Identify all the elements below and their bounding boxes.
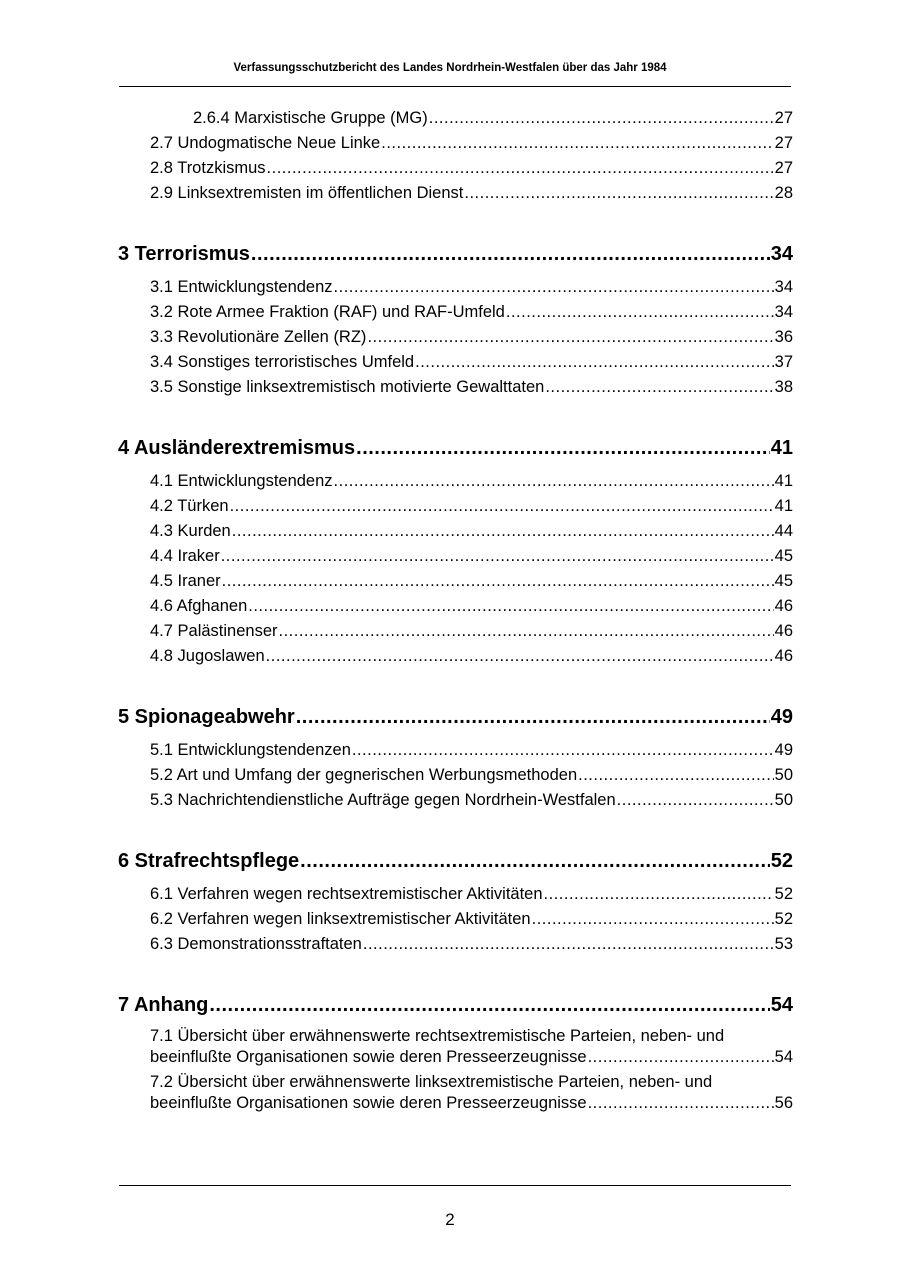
dot-leader (300, 849, 770, 874)
table-of-contents (118, 106, 793, 1118)
dot-leader (334, 469, 774, 494)
toc-entry[interactable] (118, 181, 793, 206)
dot-leader (588, 1093, 774, 1114)
toc-entry[interactable] (118, 882, 793, 907)
page-number: 2 (445, 1210, 455, 1229)
toc-entry-title: 3 Terrorismus (118, 243, 250, 265)
toc-entry[interactable] (118, 738, 793, 763)
toc-entry-title: beeinflußte Organisationen sowie deren Presseerzeugnisse (150, 1048, 587, 1066)
toc-entry-page: 46 (774, 597, 793, 615)
toc-entry[interactable] (118, 907, 793, 932)
toc-chapter-heading[interactable] (118, 436, 793, 461)
toc-entry[interactable] (118, 619, 793, 644)
toc-entry-page: 45 (774, 547, 793, 565)
toc-entry-title: 3.1 Entwicklungstendenz (150, 278, 333, 296)
toc-entry-multiline[interactable] (118, 1072, 793, 1114)
toc-entry-title: 3.4 Sonstiges terroristisches Umfeld (150, 353, 415, 371)
dot-leader (367, 325, 773, 350)
toc-entry[interactable] (118, 519, 793, 544)
toc-entry-page: 49 (770, 706, 793, 728)
toc-entry-page: 36 (774, 328, 793, 346)
toc-entry-page: 28 (774, 184, 793, 202)
dot-leader (251, 242, 770, 267)
dot-leader (545, 375, 773, 400)
toc-entry-title: 5.1 Entwicklungstendenzen (150, 741, 351, 759)
toc-entry-page: 34 (774, 278, 793, 296)
toc-chapter-heading[interactable] (118, 242, 793, 267)
toc-entry-title: 2.7 Undogmatische Neue Linke (150, 134, 381, 152)
header-rule (119, 86, 791, 87)
toc-entry-title: 2.8 Trotzkismus (150, 159, 266, 177)
toc-entry-title: 2.6.4 Marxistische Gruppe (MG) (193, 109, 428, 127)
running-header: Verfassungsschutzbericht des Landes Nordrhein-Westfalen über das Jahr 1984 (233, 62, 667, 74)
dot-leader (363, 932, 774, 957)
toc-entry-page: 53 (774, 935, 793, 953)
toc-entry-page: 52 (774, 885, 793, 903)
dot-leader (279, 619, 774, 644)
dot-leader (296, 705, 770, 730)
toc-entry[interactable] (150, 1072, 793, 1093)
toc-entry-title: 6 Strafrechtspflege (118, 850, 300, 872)
dot-leader (209, 993, 769, 1018)
toc-entry-page: 41 (774, 472, 793, 490)
toc-entry-title: 3.3 Revolutionäre Zellen (RZ) (150, 328, 367, 346)
toc-entry-title: 4.1 Entwicklungstendenz (150, 472, 333, 490)
toc-entry-title: 5.3 Nachrichtendienstliche Aufträge gegen Nordrhein-Westfalen (150, 791, 616, 809)
toc-chapter-heading[interactable] (118, 849, 793, 874)
toc-entry-page: 54 (774, 1048, 793, 1066)
toc-entry[interactable] (118, 350, 793, 375)
toc-entry-page: 45 (774, 572, 793, 590)
dot-leader (429, 106, 774, 131)
toc-entry-page: 50 (774, 791, 793, 809)
toc-entry-title: 5 Spionageabwehr (118, 706, 295, 728)
toc-entry-page: 34 (774, 303, 793, 321)
toc-entry-page: 41 (770, 437, 793, 459)
toc-entry[interactable] (118, 131, 793, 156)
toc-entry-multiline[interactable] (118, 1026, 793, 1068)
toc-entry-page: 49 (774, 741, 793, 759)
toc-entry-title: 6.1 Verfahren wegen rechtsextremistischer Aktivitäten (150, 885, 543, 903)
toc-entry-title: 4 Ausländerextremismus (118, 437, 356, 459)
toc-entry[interactable] (118, 156, 793, 181)
dot-leader (617, 788, 774, 813)
toc-entry-title: 4.2 Türken (150, 497, 229, 515)
toc-entry-page: 27 (774, 159, 793, 177)
toc-entry-page: 38 (774, 378, 793, 396)
dot-leader (230, 494, 774, 519)
dot-leader (352, 738, 774, 763)
toc-entry-page: 46 (774, 622, 793, 640)
toc-entry-title: 5.2 Art und Umfang der gegnerischen Werbungsmethoden (150, 766, 578, 784)
toc-entry[interactable] (118, 569, 793, 594)
toc-entry-title: 7.2 Übersicht über erwähnenswerte linksextremistische Parteien, neben- und (150, 1073, 713, 1091)
toc-entry[interactable] (150, 1026, 793, 1047)
toc-entry-title: 6.2 Verfahren wegen linksextremistischer Aktivitäten (150, 910, 531, 928)
dot-leader (506, 300, 774, 325)
footer-rule (119, 1185, 791, 1186)
toc-entry-title: 4.3 Kurden (150, 522, 231, 540)
toc-entry[interactable] (118, 544, 793, 569)
dot-leader (415, 350, 774, 375)
toc-entry-page: 52 (774, 910, 793, 928)
toc-entry[interactable] (118, 594, 793, 619)
dot-leader (356, 436, 770, 461)
toc-chapter-heading[interactable] (118, 993, 793, 1018)
toc-entry[interactable] (118, 932, 793, 957)
toc-entry-title: 3.5 Sonstige linksextremistisch motivierte Gewalttaten (150, 378, 545, 396)
dot-leader (232, 519, 774, 544)
toc-entry-title: 7 Anhang (118, 994, 209, 1016)
toc-entry-title: 7.1 Übersicht über erwähnenswerte rechtsextremistische Parteien, neben- und (150, 1027, 725, 1045)
toc-entry-title: 6.3 Demonstrationsstraftaten (150, 935, 362, 953)
toc-entry[interactable] (118, 788, 793, 813)
toc-entry-page: 27 (774, 134, 793, 152)
toc-entry[interactable] (118, 763, 793, 788)
toc-chapter-heading[interactable] (118, 705, 793, 730)
dot-leader (334, 275, 774, 300)
toc-entry[interactable] (118, 469, 793, 494)
toc-entry-title: 4.6 Afghanen (150, 597, 248, 615)
toc-entry-title: 4.5 Iraner (150, 572, 221, 590)
toc-entry[interactable] (118, 644, 793, 669)
toc-entry[interactable] (118, 106, 793, 131)
toc-entry[interactable] (118, 275, 793, 300)
dot-leader (532, 907, 774, 932)
dot-leader (221, 544, 774, 569)
toc-entry-page: 46 (774, 647, 793, 665)
toc-entry-page: 27 (774, 109, 793, 127)
toc-entry-page: 44 (774, 522, 793, 540)
toc-entry[interactable] (150, 1047, 793, 1068)
dot-leader (588, 1047, 774, 1068)
dot-leader (544, 882, 774, 907)
toc-entry[interactable] (118, 300, 793, 325)
toc-entry-title: 3.2 Rote Armee Fraktion (RAF) und RAF-Umfeld (150, 303, 505, 321)
toc-entry-page: 50 (774, 766, 793, 784)
toc-entry-page: 34 (770, 243, 793, 265)
dot-leader (381, 131, 773, 156)
toc-entry-page: 41 (774, 497, 793, 515)
dot-leader (267, 156, 774, 181)
toc-entry-page: 37 (774, 353, 793, 371)
toc-entry-title: 4.4 Iraker (150, 547, 220, 565)
toc-entry-title: 2.9 Linksextremisten im öffentlichen Dienst (150, 184, 464, 202)
toc-entry-page: 54 (770, 994, 793, 1016)
toc-entry[interactable] (118, 494, 793, 519)
toc-entry[interactable] (150, 1093, 793, 1114)
toc-entry-page: 56 (774, 1094, 793, 1112)
toc-entry-page: 52 (770, 850, 793, 872)
toc-entry[interactable] (118, 325, 793, 350)
toc-entry-title: 4.8 Jugoslawen (150, 647, 265, 665)
toc-entry-title: 4.7 Palästinenser (150, 622, 278, 640)
dot-leader (266, 644, 774, 669)
toc-entry[interactable] (118, 375, 793, 400)
dot-leader (578, 763, 774, 788)
toc-entry-title: beeinflußte Organisationen sowie deren Presseerzeugnisse (150, 1094, 587, 1112)
dot-leader (248, 594, 773, 619)
dot-leader (464, 181, 773, 206)
dot-leader (222, 569, 774, 594)
